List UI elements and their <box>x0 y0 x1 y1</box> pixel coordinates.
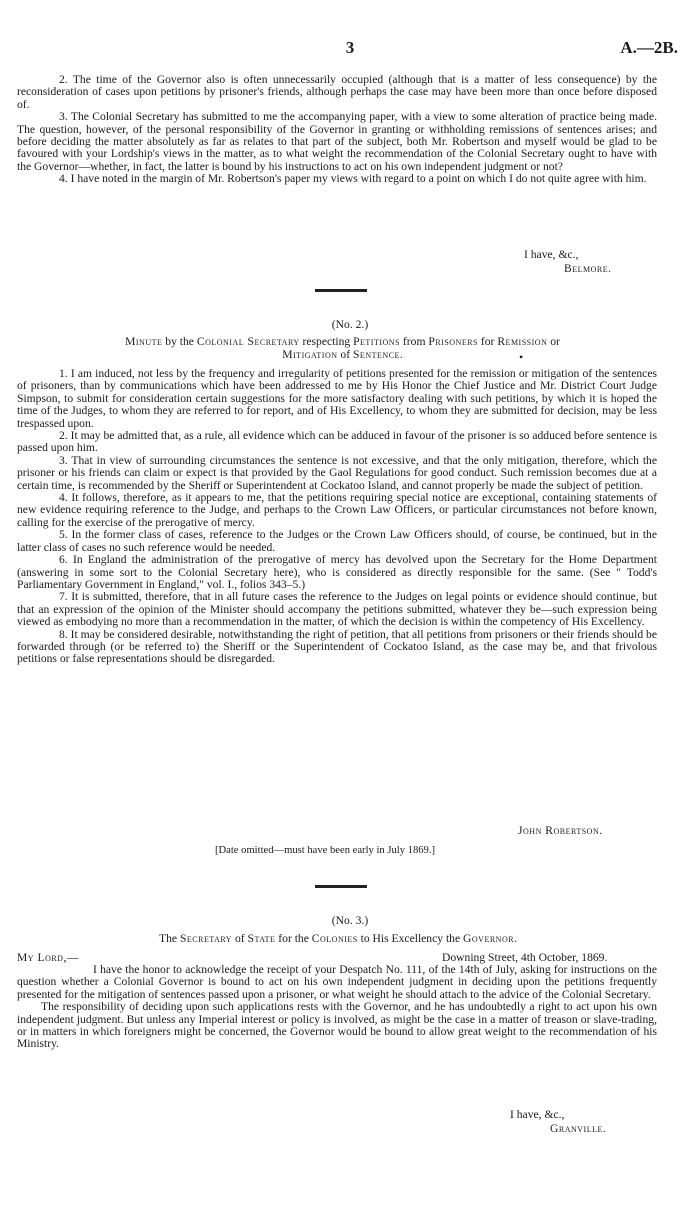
title-part: Prisoners <box>428 335 478 348</box>
paragraph: 5. In the former class of cases, reference to the Judges or the Crown Law Officers should, of course, be continued, but in the latter class of cases no such reference would be needed. <box>17 528 657 554</box>
title-part: for <box>478 335 498 348</box>
title-part: Governor <box>463 932 515 945</box>
title-part: by the <box>162 335 197 348</box>
paragraph: 6. In England the administration of the prerogative of mercy has devolved upon the Secretary for the Home Department (answering in some sort to the Colonial Secretary here), who is considered as directly responsible for the same. (See " Todd's Parliamentary Government in England," vol. I., folios 343–5.) <box>17 553 657 591</box>
title-part: Minute <box>125 335 163 348</box>
section-number: (No. 2.) <box>331 318 369 331</box>
title-line-2 <box>30 348 655 361</box>
title-part: Secretary <box>179 932 233 945</box>
title-part: of <box>232 932 248 945</box>
paragraph: 7. It is submitted, therefore, that in all future cases the reference to the Judges on legal points or evidence should continue, but that an expression of the opinion of the Minister should accompany the petitions submitted, whatever they be—such expression being viewed as embodying no more than a recommendation in the matter, of which the decision is within the competency of His Excellency. <box>17 590 657 629</box>
title-part: The <box>159 932 180 945</box>
paragraph: 2. The time of the Governor also is often unnecessarily occupied (although that is a matter of less consequence) by the reconsideration of cases upon petitions by prisoner's friends, although perhaps the case may have been more than once before disposed of. <box>17 73 657 111</box>
page-number: 3 <box>345 38 355 57</box>
paragraph: 2. It may be admitted that, as a rule, all evidence which can be adduced in favour of the prisoner is so adduced before sentence is passed upon him. <box>17 429 657 455</box>
date-note: [Date omitted—must have been early in July 1869.] <box>214 845 436 856</box>
letter1-closing: I have, &c., <box>524 248 579 261</box>
paragraph: I have the honor to acknowledge the receipt of your Despatch No. 111, of the 14th of July, asking for instructions on the question whether a Colonial Governor is bound to act on his own independent judgment in deciding upon the petitions frequently presented for the mitigation of sentences passed upon a prisoner, or what weight he should attach to the advice of the Colonial Secretary. <box>17 963 657 1001</box>
paragraph: The responsibility of deciding upon such applications rests with the Governor, and he has undoubtedly a right to act upon his own independent judgment. But unless any Imperial interest or policy is involved, as might be the case in a matter of treason or slave-trading, or in matters in which foreigners might be concerned, the Governor would be bound to allow great weight to the recommendation of his Ministry. <box>17 1000 657 1051</box>
stray-mark: • <box>519 350 524 364</box>
title-part: for the <box>275 932 312 945</box>
salutation: My Lord,— <box>17 951 79 964</box>
title-part: of <box>337 348 353 361</box>
title-part: respecting <box>299 335 354 348</box>
title-part: to His Excellency the <box>357 932 464 945</box>
date-line: Downing Street, 4th October, 1869. <box>442 951 608 964</box>
title-part: Petitions <box>353 335 401 348</box>
section-number: (No. 3.) <box>331 914 369 927</box>
paragraph: 4. I have noted in the margin of Mr. Robertson's paper my views with regard to a point on which I do not quite agree with him. <box>59 172 647 186</box>
paragraph: 3. The Colonial Secretary has submitted to me the accompanying paper, with a view to some alteration of practice being made. The question, however, of the personal responsibility of the Governor in granting or withholding remissions of sentences arises; and before deciding the matter absolutely as far as relates to that part of the subject, both Mr. Robertson and myself would be glad to be favoured with your Lordship's views in the matter, as to what weight the recommendation of the Colonial Secretary ought to have with the Governor—whether, in fact, the latter is bound by his instructions to act on his own independent judgment or not? <box>17 110 657 173</box>
letter1-signature: Belmore. <box>564 262 612 275</box>
title-part: from <box>400 335 429 348</box>
title-part: . <box>514 932 517 945</box>
paragraph: 8. It may be considered desirable, notwithstanding the right of petition, that all petitions from prisoners or their friends should be forwarded through (or be referred to) the Sheriff or the Superintendent of Cockatoo Island, as the case may be, and that frivolous petitions or false representations should be disregarded. <box>17 627 657 666</box>
title-part: Colonies <box>311 932 358 945</box>
no3-body <box>17 964 657 1051</box>
title-part: Colonial Secretary <box>196 335 300 348</box>
no2-body <box>17 368 657 666</box>
title-part: . <box>399 348 403 361</box>
title-part: State <box>247 932 276 945</box>
paragraph: 3. That in view of surrounding circumstances the sentence is not excessive, and that the only mitigation, therefore, which the prisoner or his friends can claim or expect is that provided by the Gaol Regulations for good conduct. Such remission becomes due at a certain time, is recommended by the Sheriff or Superintendent at Cockatoo Island, and cannot properly be made the subject of petition. <box>17 453 657 492</box>
no3-signature: Granville. <box>550 1122 607 1135</box>
title-part: Mitigation <box>282 348 338 361</box>
title-part: Sentence <box>352 348 400 361</box>
section-title <box>0 932 688 945</box>
letter1-body <box>17 74 657 186</box>
section-divider <box>315 885 367 888</box>
section-title <box>30 335 655 361</box>
paragraph: 1. I am induced, not less by the frequency and irregularity of petitions presented for the remission or mitigation of the sentences of prisoners, than by communications which have been addressed to me by His Honor the Chief Justice and Mr. District Court Judge Simpson, to submit for consideration certain suggestions for the more satisfactory dealing with such petitions, by which it is hoped the time of the Judges, to whom they are referred to for report, and of His Excellency, to whom they are submitted for decision, may be less trespassed upon. <box>17 367 657 430</box>
section-divider <box>315 289 367 292</box>
no2-signature: John Robertson. <box>518 824 603 837</box>
title-part: or <box>547 335 560 348</box>
no3-closing: I have, &c., <box>510 1108 565 1121</box>
paragraph: 4. It follows, therefore, as it appears to me, that the petitions requiring special notice are exceptional, containing statements of new evidence requiring reference to the Judge, and perhaps to the Crown Law Officers, or particular circumstances not before known, calling for the exercise of the prerogative of mercy. <box>17 491 657 529</box>
title-part: Remission <box>497 335 548 348</box>
document-code: A.—2B. <box>620 38 678 57</box>
title-line-1 <box>30 335 655 348</box>
